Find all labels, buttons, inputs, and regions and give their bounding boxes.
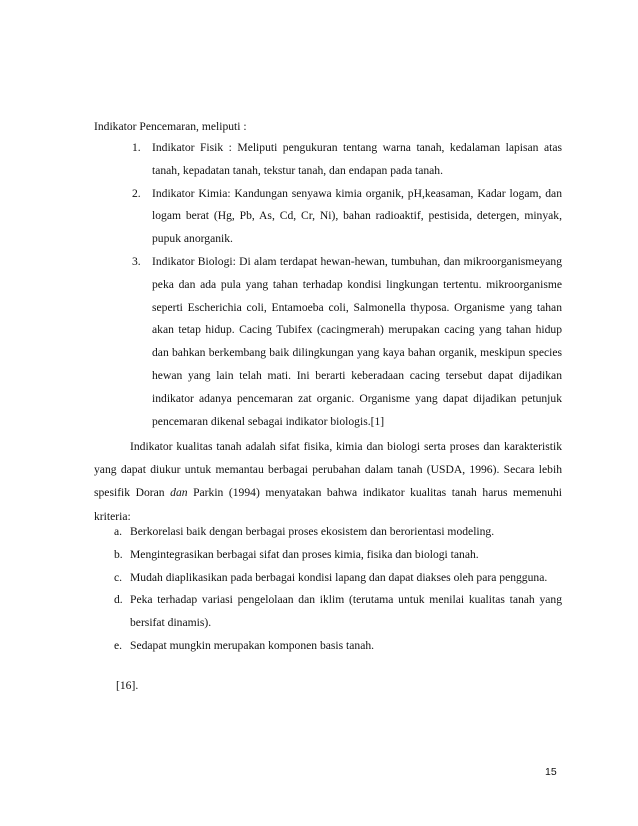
page-number: 15 — [545, 766, 557, 778]
list-item — [114, 521, 562, 544]
indicator-list — [132, 137, 562, 433]
paragraph-text-end: Parkin (1994) menyatakan bahwa indikator kualitas tanah harus memenuhi kriteria: — [94, 486, 562, 523]
list-number: 1. — [132, 141, 141, 154]
list-number: 2. — [132, 186, 141, 200]
paragraph-italic-word: dan — [170, 486, 188, 500]
paragraph-text-start: Indikator kualitas tanah adalah sifat fisika, kimia dan biologi serta proses dan karakteristik yang dapat diukur untuk memantau berbagai perubahan dalam tanah (USDA, 1996). Secara lebih spesifik Doran — [94, 440, 562, 500]
list-marker: c. — [114, 570, 123, 584]
list-item — [132, 251, 562, 433]
list-item — [132, 183, 562, 251]
section-heading: Indikator Pencemaran, meliputi : — [94, 120, 247, 133]
list-item-text: Indikator Fisik : Meliputi pengukuran tentang warna tanah, kedalaman lapisan atas tanah, kepadatan tanah, tekstur tanah, dan endapan pada tanah. — [152, 141, 562, 177]
list-item-text: Berkorelasi baik dengan berbagai proses ekosistem dan berorientasi modeling. — [130, 525, 495, 538]
list-item-text: Indikator Biologi: Di alam terdapat hewan-hewan, tumbuhan, dan mikroorganismeyang peka dan ada pula yang tahan terhadap kondisi lingkungan tertentu. mikroorganisme seperti Escherichia coli, Entamoeba coli, Salmonella thyposa. Organisme yang tahan akan tetap hidup. Cacing Tubifex (cacingmerah) merupakan cacing yang tahan hidup dan bahkan berkembang baik dilingkungan yang kaya bahan organik, meskipun species hewan yang lain telah mati. Ini berarti keberadaan cacing tersebut dapat dijadikan indikator adanya pencemaran zat organic. Organisme yang dapat dijadikan petunjuk pencemaran dikenal sebagai indikator biologis.[1] — [152, 254, 562, 428]
list-marker: b. — [114, 547, 123, 561]
reference-citation: [16]. — [116, 679, 139, 692]
list-item-text: Peka terhadap variasi pengelolaan dan iklim (terutama untuk menilai kualitas tanah yang bersifat dinamis). — [130, 593, 562, 630]
list-item — [114, 589, 562, 635]
list-marker: e. — [114, 638, 123, 652]
list-item — [114, 567, 562, 590]
list-item-text: Mudah diaplikasikan pada berbagai kondisi lapang dan dapat diakses oleh para pengguna. — [130, 570, 548, 584]
list-item — [114, 544, 562, 567]
list-marker: d. — [114, 593, 123, 607]
list-marker: a. — [114, 525, 123, 538]
list-item-text: Mengintegrasikan berbagai sifat dan proses kimia, fisika dan biologi tanah. — [130, 547, 479, 561]
criteria-list — [114, 521, 562, 658]
list-number: 3. — [132, 254, 141, 268]
list-item — [114, 635, 562, 658]
list-item-text: Sedapat mungkin merupakan komponen basis tanah. — [130, 638, 375, 652]
list-item — [132, 137, 562, 183]
list-item-text: Indikator Kimia: Kandungan senyawa kimia organik, pH,keasaman, Kadar logam, dan logam berat (Hg, Pb, As, Cd, Cr, Ni), bahan radioaktif, pestisida, detergen, minyak, pupuk anorganik. — [152, 186, 562, 246]
body-paragraph — [94, 435, 562, 528]
